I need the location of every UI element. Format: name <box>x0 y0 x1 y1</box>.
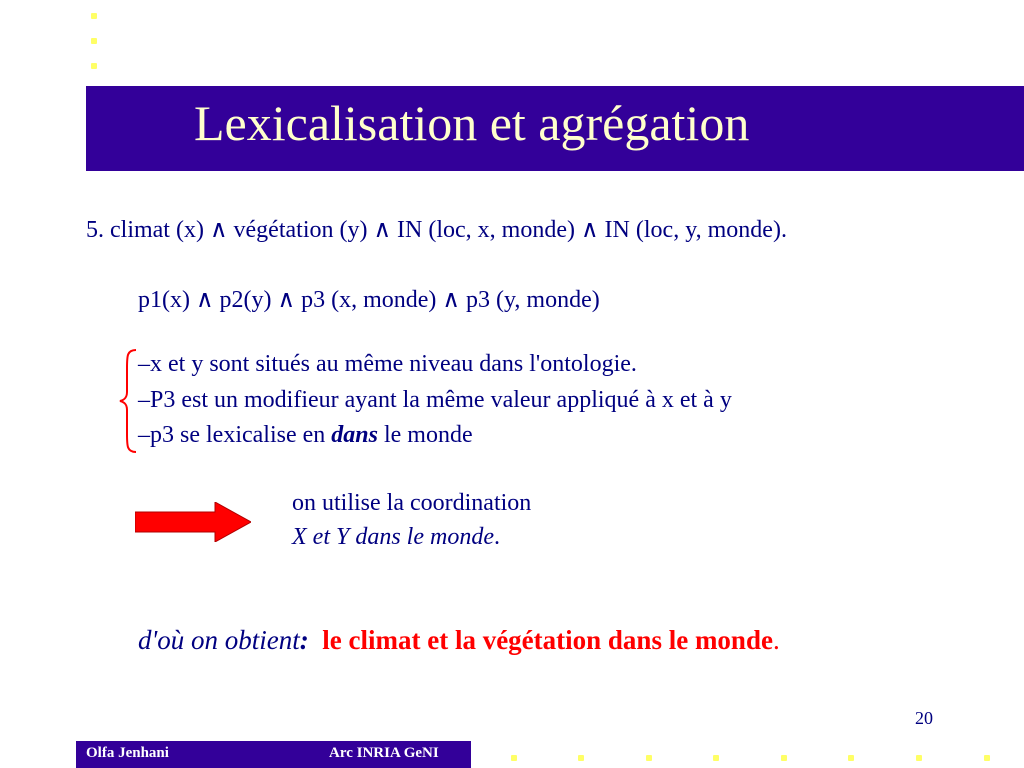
right-arrow-icon <box>135 502 251 542</box>
left-curly-brace-icon <box>118 348 138 454</box>
decor-dot <box>91 38 97 44</box>
arrow-text-line1: on utilise la coordination <box>292 490 532 516</box>
period: . <box>493 524 500 550</box>
conclusion-intro: d'où on obtient <box>138 625 300 655</box>
footer-author: Olfa Jenhani <box>86 745 169 761</box>
conclusion-colon: : <box>299 625 309 655</box>
condition-item: –x et y sont situés au même niveau dans l'ontologie. <box>138 351 637 377</box>
decor-dot <box>646 755 652 761</box>
page-number: 20 <box>915 708 933 728</box>
decor-dot <box>916 755 922 761</box>
formula-line: 5. climat (x) ∧ végétation (y) ∧ IN (loc, x, monde) ∧ IN (loc, y, monde). <box>86 217 787 243</box>
decor-dot <box>511 755 517 761</box>
decor-dot <box>713 755 719 761</box>
decor-dot <box>984 755 990 761</box>
conclusion <box>138 625 780 656</box>
decor-dot <box>848 755 854 761</box>
condition-text: –p3 se lexicalise en <box>138 422 326 448</box>
title-bar <box>86 86 1024 171</box>
decor-dot <box>578 755 584 761</box>
condition-item <box>138 421 473 449</box>
decor-dot <box>781 755 787 761</box>
footer-project: Arc INRIA GeNI <box>329 745 439 761</box>
conclusion-result: le climat et la végétation dans le monde <box>322 625 773 655</box>
condition-tail: le monde <box>383 422 473 448</box>
conclusion-end: . <box>772 625 780 655</box>
arrow-text-line2 <box>292 523 500 551</box>
pattern-line: p1(x) ∧ p2(y) ∧ p3 (x, monde) ∧ p3 (y, monde) <box>138 287 600 313</box>
emphasis-word: dans <box>331 422 378 448</box>
slide-title: Lexicalisation et agrégation <box>194 95 750 151</box>
footer-bar <box>76 741 471 768</box>
condition-item: –P3 est un modifieur ayant la même valeur appliqué à x et à y <box>138 387 732 413</box>
decor-dot <box>91 13 97 19</box>
decor-dot <box>91 63 97 69</box>
coordination-example: X et Y dans le monde <box>292 524 494 550</box>
